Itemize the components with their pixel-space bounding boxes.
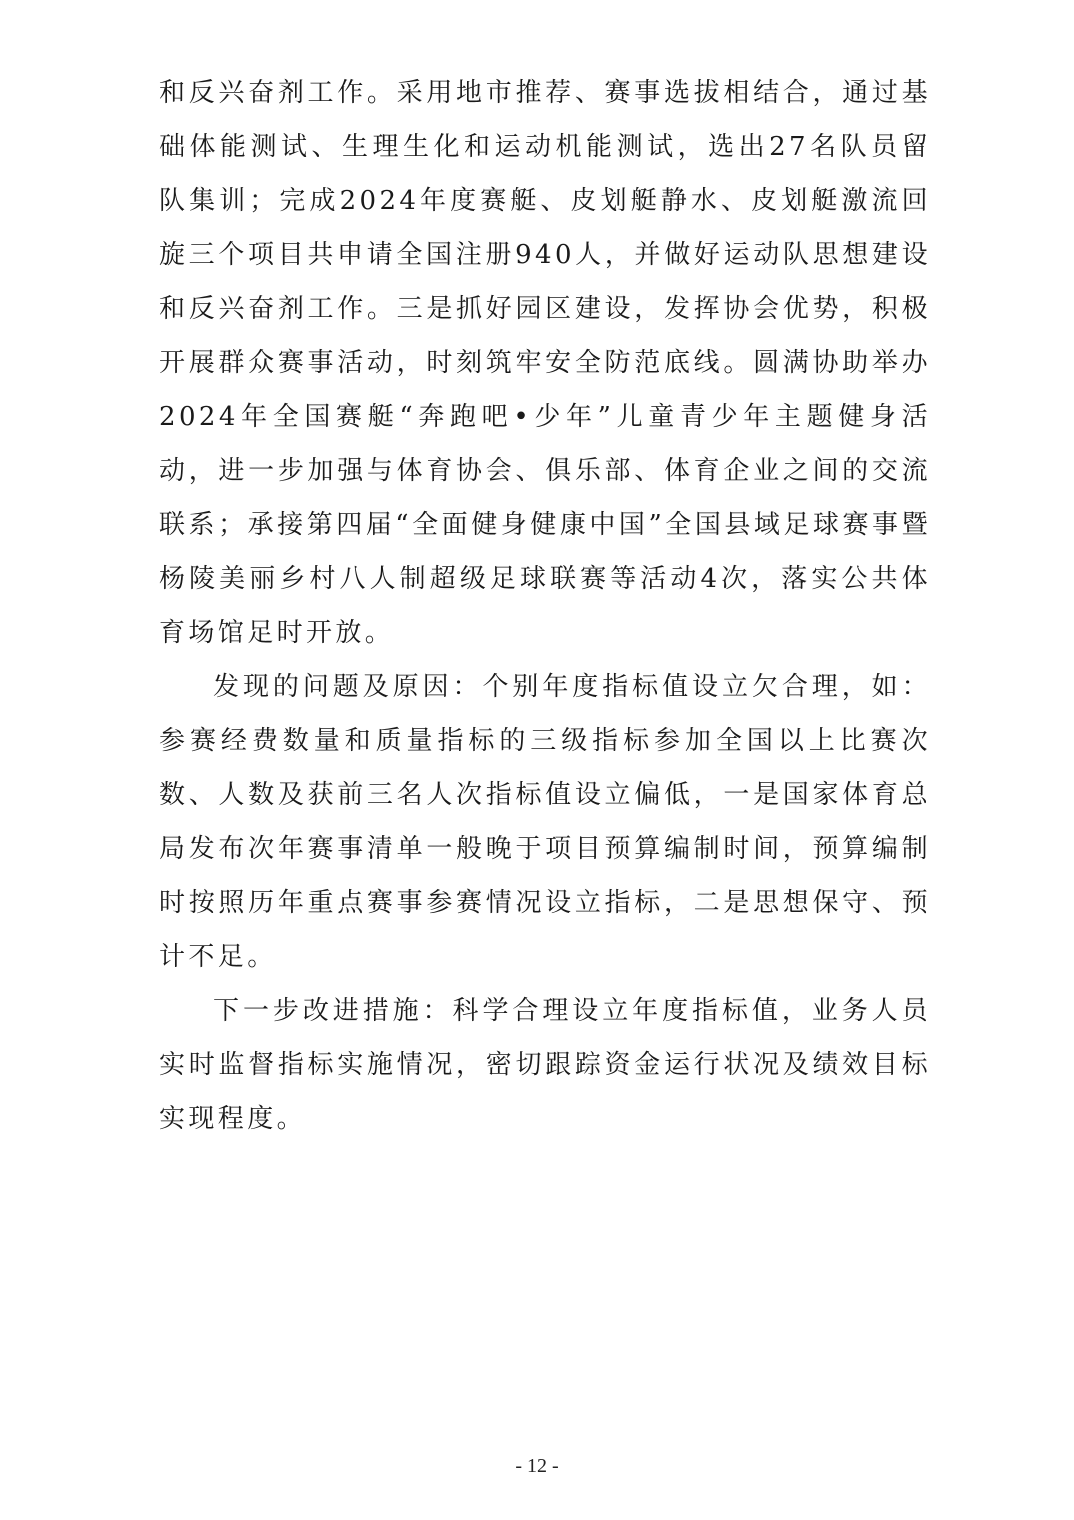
body-text	[159, 66, 931, 1146]
page-number: - 12 -	[515, 1455, 559, 1477]
paragraph-continuation: 和反兴奋剂工作。采用地市推荐、赛事选拔相结合，通过基础体能测试、生理生化和运动机能测试，选出27名队员留队集训；完成2024年度赛艇、皮划艇静水、皮划艇激流回旋三个项目共申请全国注册940人，并做好运动队思想建设和反兴奋剂工作。三是抓好园区建设，发挥协会优势，积极开展群众赛事活动，时刻筑牢安全防范底线。圆满协助举办2024年全国赛艇“奔跑吧•少年”儿童青少年主题健身活动，进一步加强与体育协会、俱乐部、体育企业之间的交流联系；承接第四届“全面健身健康中国”全国县域足球赛事暨杨陵美丽乡村八人制超级足球联赛等活动4次，落实公共体育场馆足时开放。	[159, 78, 931, 648]
paragraph-problems-and-causes: 发现的问题及原因：个别年度指标值设立欠合理，如：参赛经费数量和质量指标的三级指标参加全国以上比赛次数、人数及获前三名人次指标值设立偏低，一是国家体育总局发布次年赛事清单一般晚于项目预算编制时间，预算编制时按照历年重点赛事参赛情况设立指标，二是思想保守、预计不足。	[159, 672, 931, 972]
paragraph-improvement-measures: 下一步改进措施：科学合理设立年度指标值，业务人员实时监督指标实施情况，密切跟踪资金运行状况及绩效目标实现程度。	[159, 996, 931, 1134]
